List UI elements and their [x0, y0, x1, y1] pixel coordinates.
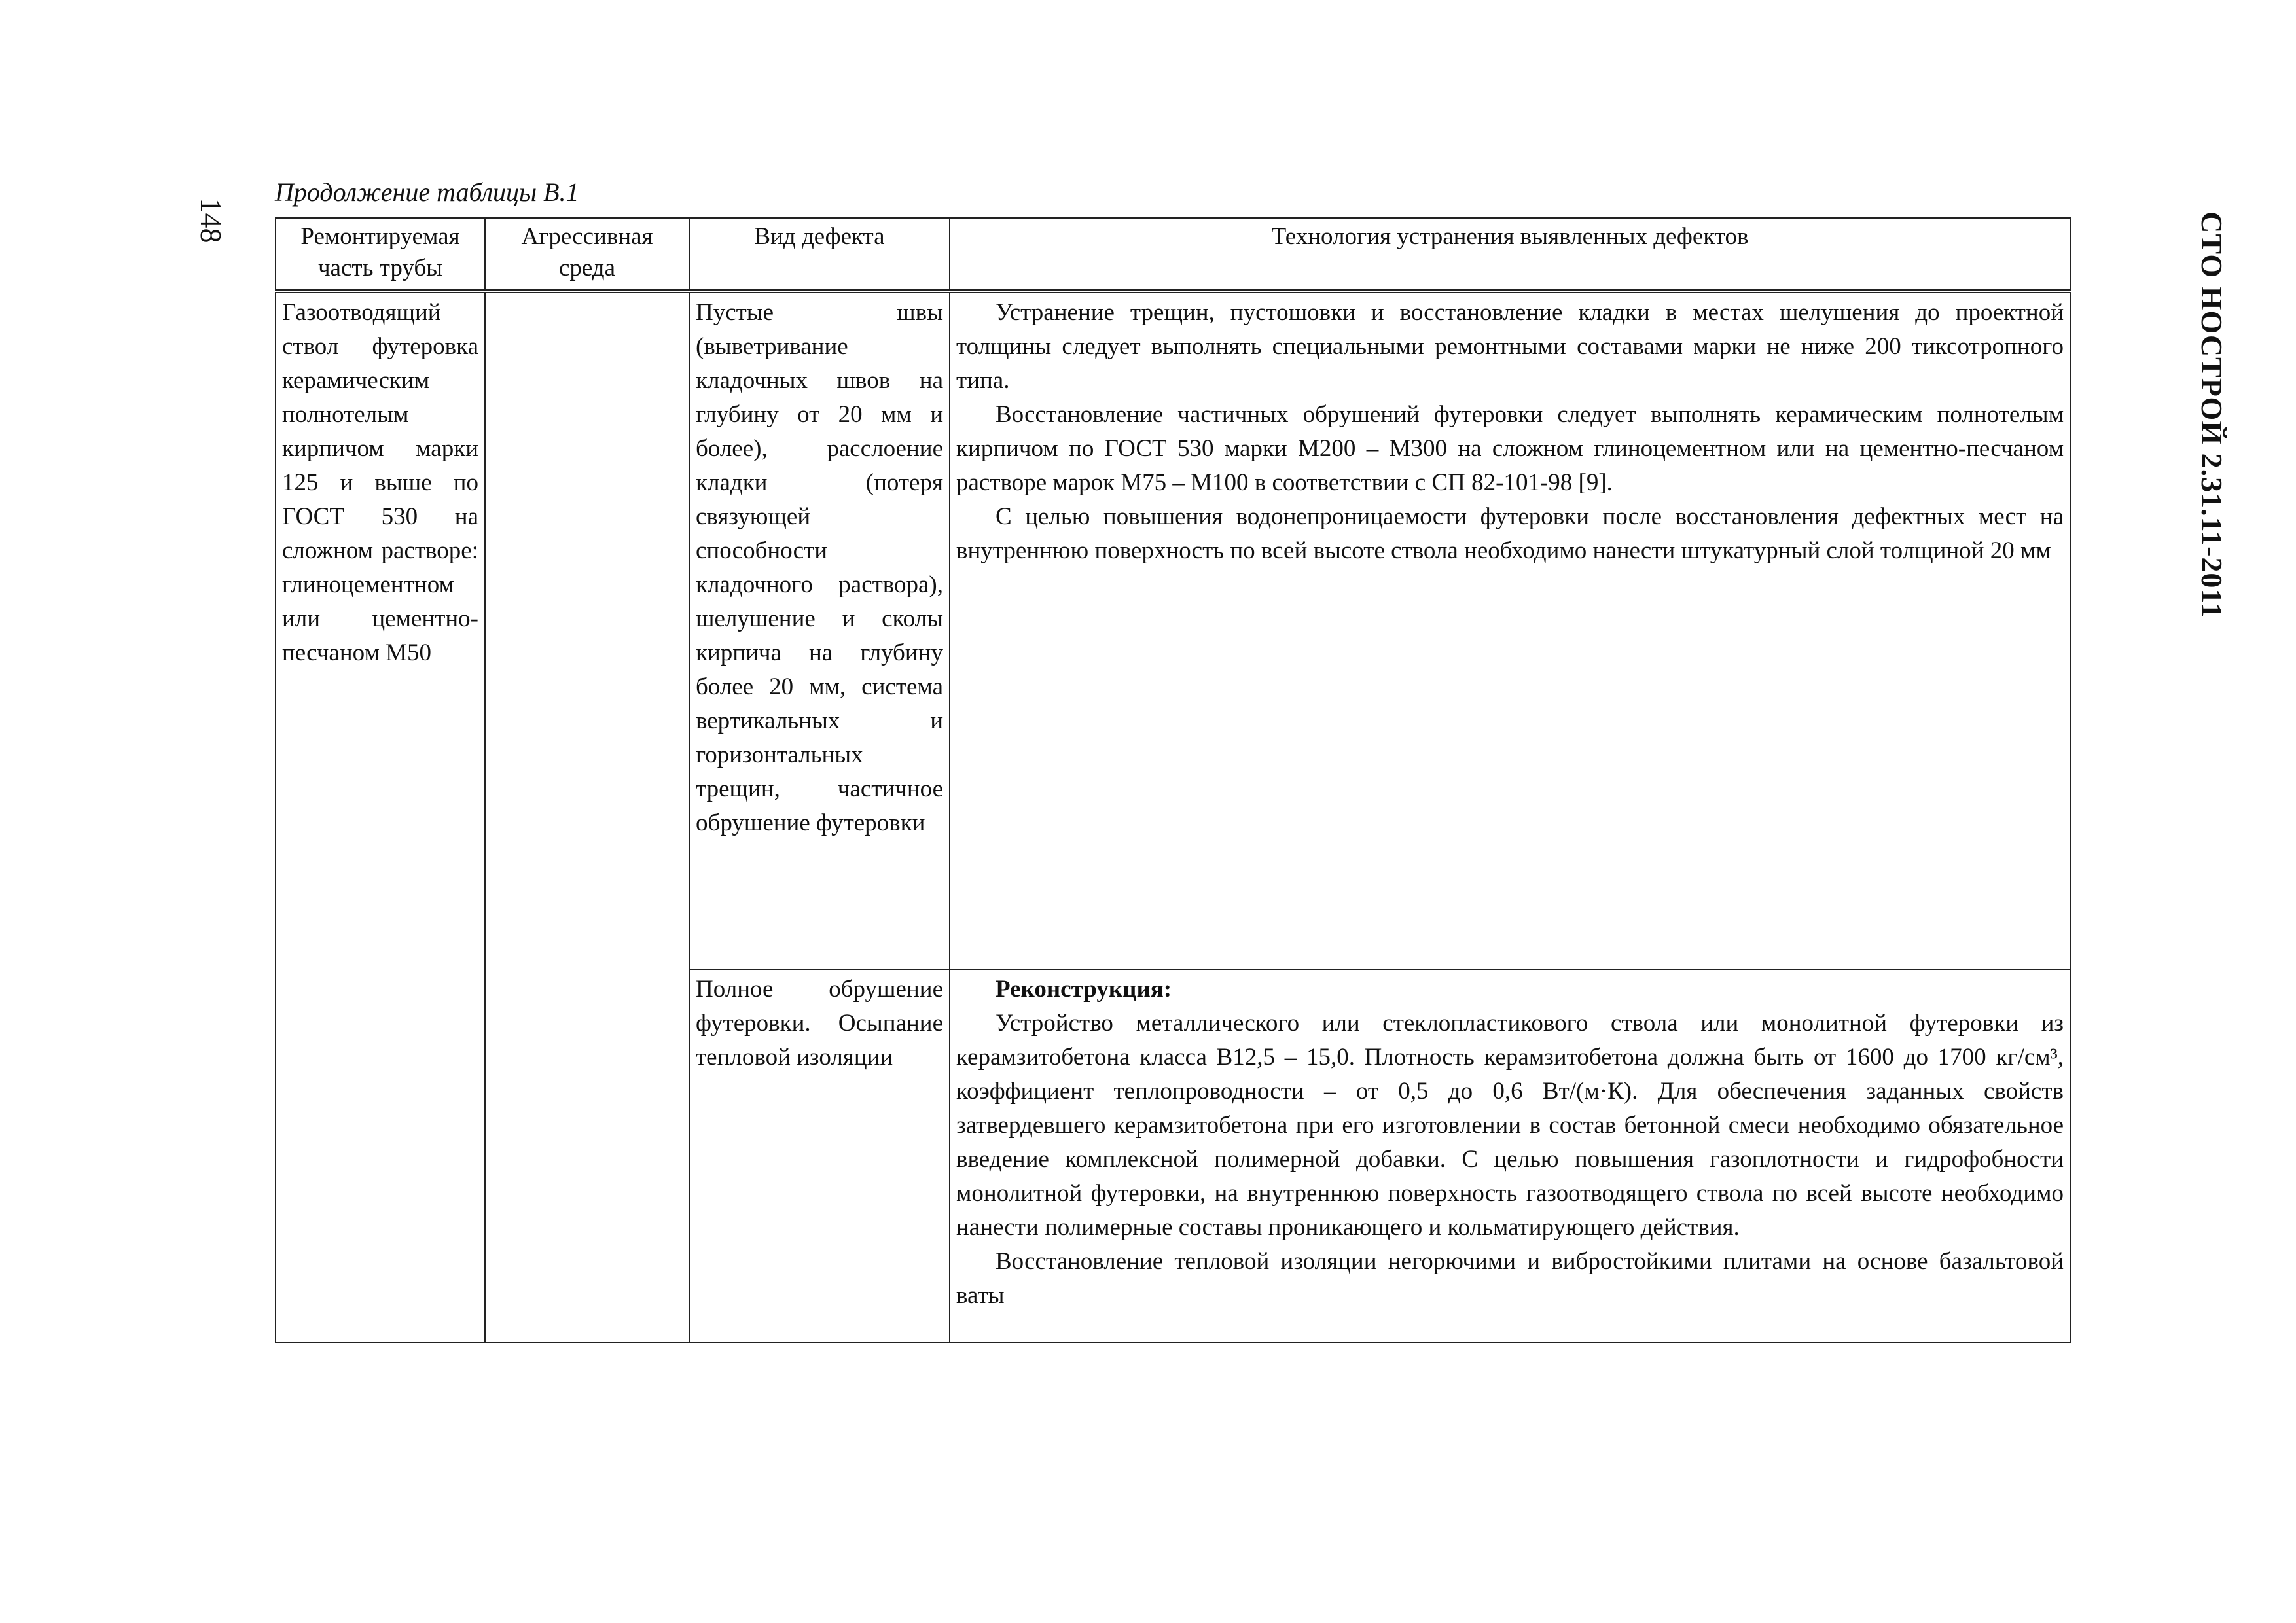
page-number: 148	[194, 198, 228, 243]
header-defect-type: Вид дефекта	[689, 218, 950, 291]
technology-cell	[950, 291, 2070, 969]
defects-table	[275, 217, 2071, 1343]
table-caption: Продолжение таблицы В.1	[275, 177, 579, 207]
technology-paragraph: Устранение трещин, пустошовки и восстановление кладки в местах шелушения до проектной толщины следует выполнять специальными ремонтными составами марки не ниже 200 тиксотропного типа.	[956, 299, 2064, 394]
table-row	[276, 291, 2070, 969]
technology-paragraph: Восстановление частичных обрушений футеровки следует выполнять керамическим полнотелым кирпичом по ГОСТ 530 марки М200 – М300 на сложном глиноцементном или на цементно-песчаном растворе марок М75 – М100 в соответствии с СП 82-101-98 [9].	[956, 401, 2064, 496]
technology-paragraph: С целью повышения водонепроницаемости футеровки после восстановления дефектных мест на внутреннюю поверхность по всей высоте ствола необходимо нанести штукатурный слой толщиной 20 мм	[956, 503, 2064, 564]
header-repair-technology: Технология устранения выявленных дефектов	[950, 218, 2070, 291]
technology-heading: Реконструкция:	[996, 976, 1172, 1003]
aggressive-environment-cell	[485, 291, 689, 1342]
technology-cell	[950, 969, 2070, 1342]
header-aggressive-environment: Агрессивная среда	[485, 218, 689, 291]
defect-cell: Полное обрушение футеровки. Осыпание тепловой изоляции	[689, 969, 950, 1342]
document-code: СТО НОСТРОЙ 2.31.11-2011	[2195, 211, 2229, 618]
defect-cell: Пустые швы (выветривание кладочных швов на глубину от 20 мм и более), расслоение кладки (потеря связующей способности кладочного раствора), шелушение и сколы кирпича на глубину более 20 мм, система вертикальных и горизонтальных трещин, частичное обрушение футеровки	[689, 291, 950, 969]
header-repair-part: Ремонтируемая часть трубы	[276, 218, 485, 291]
table-header-row	[276, 218, 2070, 291]
technology-paragraph: Восстановление тепловой изоляции негорючими и вибростойкими плитами на основе базальтовой ваты	[956, 1248, 2064, 1309]
technology-paragraph: Устройство металлического или стеклопластикового ствола или монолитной футеровки из керамзитобетона класса В12,5 – 15,0. Плотность керамзитобетона должна быть от 1600 до 1700 кг/см³, коэффициент теплопроводности – от 0,5 до 0,6 Вт/(м·К). Для обеспечения заданных свойств затвердевшего керамзитобетона при его изготовлении в состав бетонной смеси необходимо обязательное введение комплексной полимерной добавки. С целью повышения газоплотности и гидрофобности монолитной футеровки, на внутреннюю поверхность газоотводящего ствола по всей высоте необходимо нанести полимерные составы проникающего и кольматирующего действия.	[956, 1010, 2064, 1241]
repair-part-cell: Газоотводящий ствол футеровка керамическим полнотелым кирпичом марки 125 и выше по ГОСТ 530 на сложном растворе: глиноцементном или цементно-песчаном М50	[276, 291, 485, 1342]
